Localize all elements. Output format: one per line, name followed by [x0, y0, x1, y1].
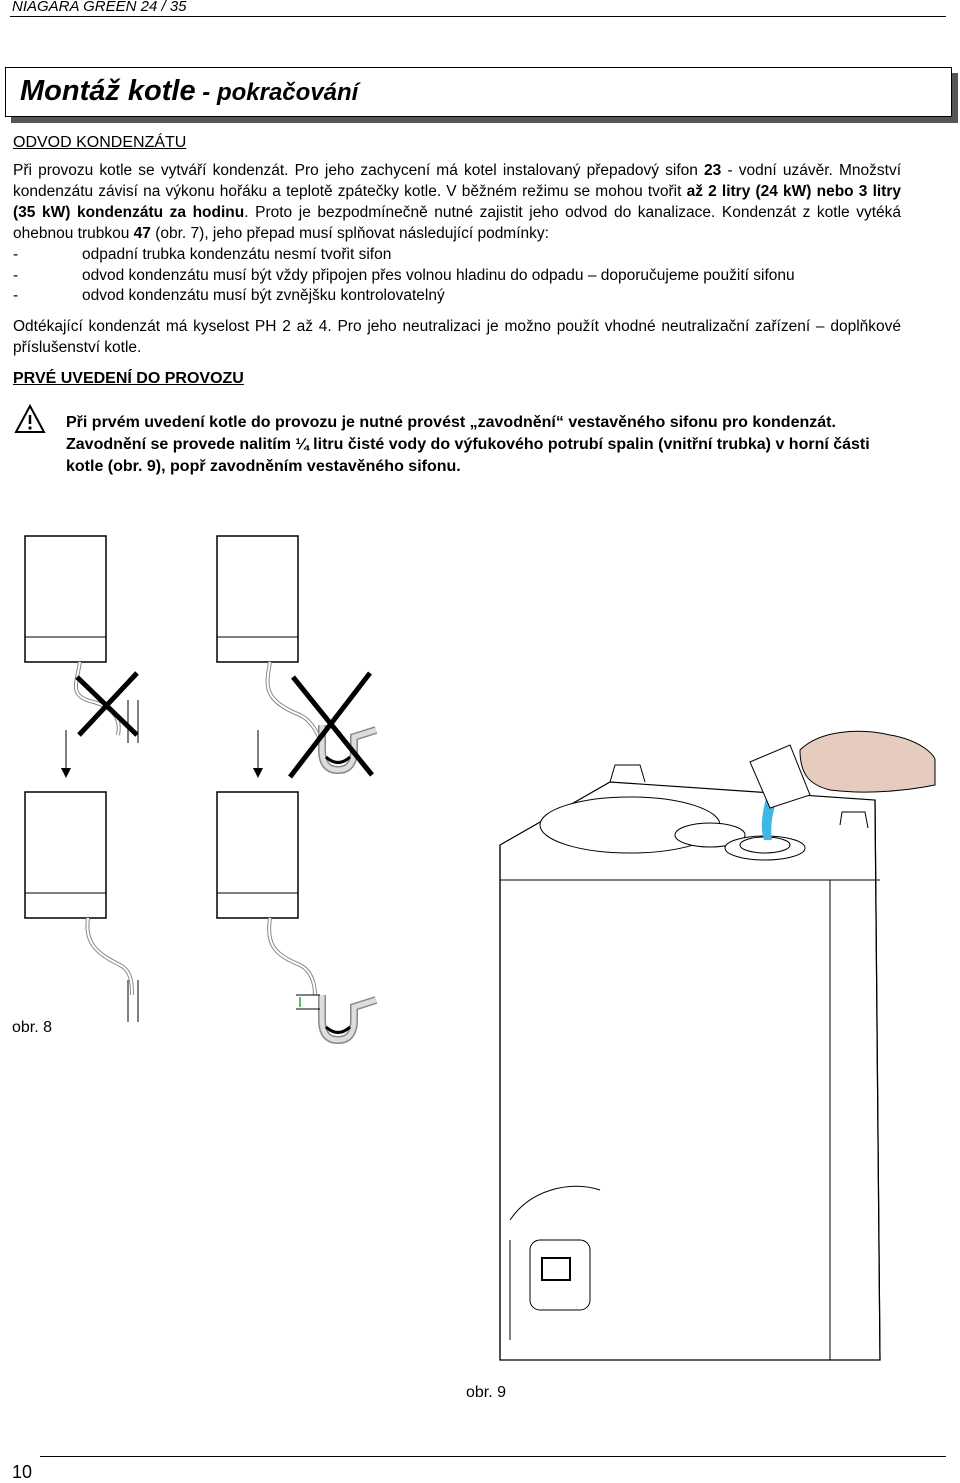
condensate-paragraph	[13, 160, 901, 244]
warning-icon	[14, 404, 46, 434]
page-number: 10	[12, 1462, 33, 1482]
page-title	[20, 75, 358, 108]
section-title-box	[5, 67, 952, 117]
p1-siphon-number: 23	[704, 162, 722, 179]
document-header: NIAGARA GREEN 24 / 35	[12, 0, 187, 15]
bullet-dash: -	[13, 287, 19, 304]
figure-9-boiler-filling	[470, 720, 940, 1380]
title-sub: - pokračování	[195, 79, 359, 106]
list-item-text: odpadní trubka kondenzátu nesmí tvořit sifon	[82, 246, 392, 263]
figure-8-drain-diagram	[0, 525, 420, 1055]
condition-list	[13, 245, 795, 307]
bullet-dash: -	[13, 266, 19, 284]
list-item-text: odvod kondenzátu musí být zvnějšku kontrolovatelný	[82, 287, 445, 304]
boiler-correct-1	[25, 792, 138, 1022]
p1-text-c: - vodní uzávěr. Množství kondenzátu závisí na výkonu hořáku a teplotě zpátečky kotle. V běžném režimu se mohou tvořit	[13, 162, 901, 200]
list-item-text: odvod kondenzátu musí být vždy připojen přes volnou hladinu do odpadu – doporučujeme použití sifonu	[82, 266, 795, 284]
footer-divider	[40, 1456, 946, 1457]
figure-8-caption: obr. 8	[12, 1019, 53, 1036]
boiler-wrong-1	[25, 536, 138, 778]
acidity-paragraph: Odtékající kondenzát má kyselost PH 2 až 4. Pro jeho neutralizaci je možno použít vhodné neutralizační zařízení – doplňkové příslušenství kotle.	[13, 318, 901, 356]
bullet-dash: -	[13, 246, 19, 263]
boiler-correct-2	[217, 792, 376, 1040]
p1-text-g: (obr. 7), jeho přepad musí splňovat následující podmínky:	[150, 225, 549, 242]
boiler-wrong-2	[217, 536, 376, 778]
heading-first-use: PRVÉ UVEDENÍ DO PROVOZU	[13, 370, 244, 387]
p1-volume-note: až 2 litry (24 kW) nebo 3 litry (35 kW) kondenzátu za hodinu	[13, 183, 901, 221]
p1-tube-number: 47	[133, 225, 151, 242]
p1-text-a: Při provozu kotle se vytváří kondenzát. Pro jeho zachycení má kotel instalovaný přepadový sifon	[13, 162, 705, 179]
list-item	[13, 266, 795, 287]
header-divider	[10, 16, 946, 17]
heading-condensate: ODVOD KONDENZÁTU	[13, 134, 187, 151]
warning-line-3: kotle (obr. 9), popř zavodněním vestavěného sifonu.	[66, 458, 461, 475]
list-item	[13, 286, 795, 307]
list-item	[13, 245, 795, 266]
figure-9-caption: obr. 9	[466, 1384, 507, 1401]
p1-text-e: . Proto je bezpodmínečně nutné zajistit jeho odvod do kanalizace. Kondenzát z kotle vytéká ohebnou trubkou	[13, 204, 902, 242]
warning-line-1: Při prvém uvedení kotle do provozu je nutné provést „zavodnění“ vestavěného sifonu pro kondenzát.	[66, 414, 836, 431]
warning-line-2: Zavodnění se provede nalitím ¼ litru čisté vody do výfukového potrubí spalin (vnitřní trubka) v horní části	[66, 436, 870, 453]
title-main: Montáž kotle	[20, 75, 196, 107]
warning-text	[66, 412, 946, 478]
